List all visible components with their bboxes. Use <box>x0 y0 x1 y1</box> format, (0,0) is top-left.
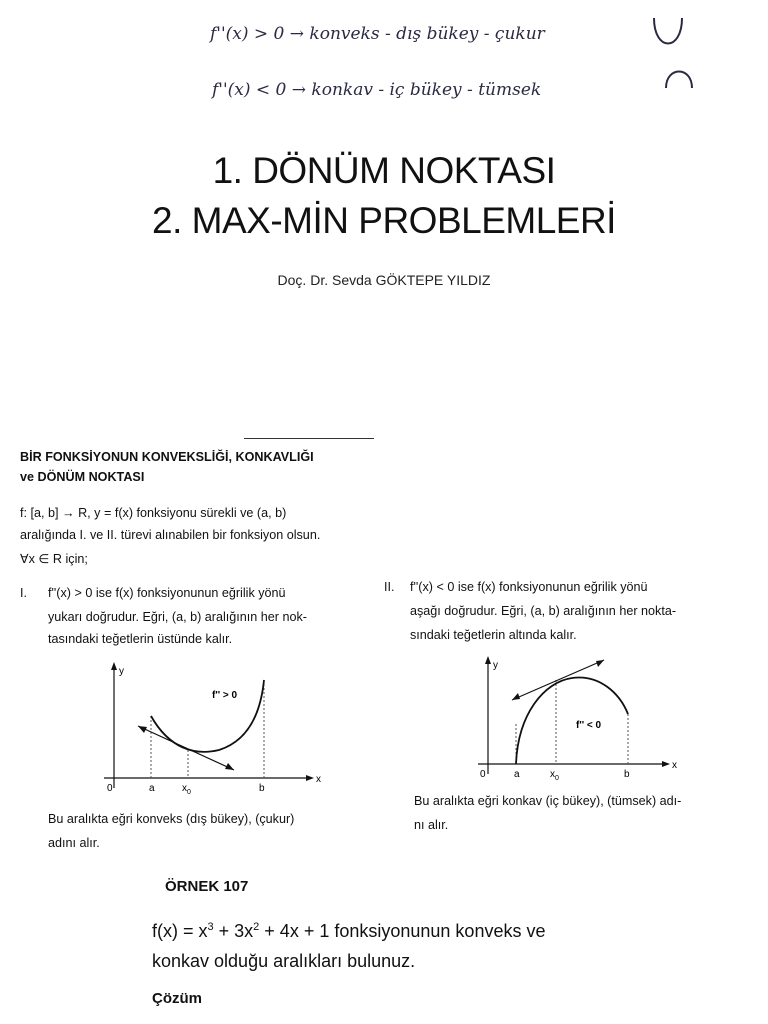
case2-numeral: II. <box>384 580 395 594</box>
tangent-arrow-left-icon <box>512 693 520 700</box>
y-axis-label: y <box>119 666 124 677</box>
case2-line1: f''(x) < 0 ise f(x) fonksiyonunun eğrilik yönü <box>410 580 648 594</box>
example-function-line: $f(x) = x^3 + 3x^2 + 4x + 1$ fonksiyonunun konveks ve <box>152 921 546 941</box>
x0-label: $x_0$ <box>182 783 191 796</box>
page-title-line2: 2. MAX-MİN PROBLEMLERİ <box>152 200 616 241</box>
case1-caption-line1: Bu aralıkta eğri konveks (dış bükey), (çukur) <box>48 812 295 826</box>
author-name: Doç. Dr. Sevda GÖKTEPE YILDIZ <box>277 272 491 288</box>
solution-label: Çözüm <box>152 990 202 1007</box>
x-axis-arrow-icon <box>662 761 670 767</box>
a-label: a <box>149 783 155 794</box>
a-label: a <box>514 769 520 780</box>
intro-line1: f: [a, b] → R, y = f(x) fonksiyonu sürekli ve (a, b) <box>20 506 287 520</box>
case1-line2: yukarı doğrudur. Eğri, (a, b) aralığının her nok- <box>48 610 308 624</box>
case1-numeral: I. <box>20 586 27 600</box>
origin-label: 0 <box>480 769 486 780</box>
textbook-excerpt-left <box>14 438 378 858</box>
case1-line3: tasındaki teğetlerin üstünde kalır. <box>48 632 233 646</box>
graph-label-concave: f'' < 0 <box>576 720 602 731</box>
concave-graph <box>454 654 694 784</box>
convex-curve <box>151 680 264 752</box>
divider <box>244 438 374 439</box>
intro-line2: aralığında I. ve II. türevi alınabilen bir fonksiyon olsun. <box>20 528 321 542</box>
y-axis-arrow-icon <box>111 662 117 670</box>
cap-shape-icon <box>662 64 696 92</box>
handwritten-note-convex: f''(x) > 0 → konveks - dış bükey - çukur <box>210 24 545 44</box>
example-line2: konkav olduğu aralıkları bulunuz. <box>152 951 416 971</box>
textbook-excerpt-right <box>384 574 764 844</box>
cup-shape-icon <box>648 12 688 52</box>
x-axis-label: x <box>316 774 321 785</box>
case2-caption-line1: Bu aralıkta eğri konkav (iç bükey), (tümsek) adı- <box>414 794 682 808</box>
case1-line1: f''(x) > 0 ise f(x) fonksiyonunun eğrilik yönü <box>48 586 286 600</box>
convex-graph <box>74 660 324 800</box>
x-axis-label: x <box>672 760 677 771</box>
case2-line3: sındaki teğetlerin altında kalır. <box>410 628 577 642</box>
tangent-arrow-left-icon <box>138 726 147 733</box>
case2-caption-line2: nı alır. <box>414 818 449 832</box>
x-axis-arrow-icon <box>306 775 314 781</box>
graph-label-convex: f'' > 0 <box>212 690 238 701</box>
page-title-line1: 1. DÖNÜM NOKTASI <box>212 150 556 191</box>
tangent-arrow-right-icon <box>225 763 234 770</box>
intro-line3: ∀x ∈ R için; <box>20 552 88 566</box>
y-axis-label: y <box>493 660 498 671</box>
case2-line2: aşağı doğrudur. Eğri, (a, b) aralığının her nokta- <box>410 604 677 618</box>
b-label: b <box>624 769 630 780</box>
tangent-line <box>512 660 604 700</box>
y-axis-arrow-icon <box>485 656 491 664</box>
tangent-arrow-right-icon <box>596 660 604 667</box>
origin-label: 0 <box>107 783 113 794</box>
b-label: b <box>259 783 265 794</box>
section-heading-line1: BİR FONKSİYONUN KONVEKSLİĞİ, KONKAVLIĞI <box>20 450 314 464</box>
x0-label: $x_0$ <box>550 769 559 782</box>
tangent-line <box>138 726 234 770</box>
handwritten-note-concave: f''(x) < 0 → konkav - iç bükey - tümsek <box>212 80 542 100</box>
example-title: ÖRNEK 107 <box>165 878 249 895</box>
case1-caption-line2: adını alır. <box>48 836 100 850</box>
example-question <box>152 912 545 976</box>
section-heading-line2: ve DÖNÜM NOKTASI <box>20 470 145 484</box>
